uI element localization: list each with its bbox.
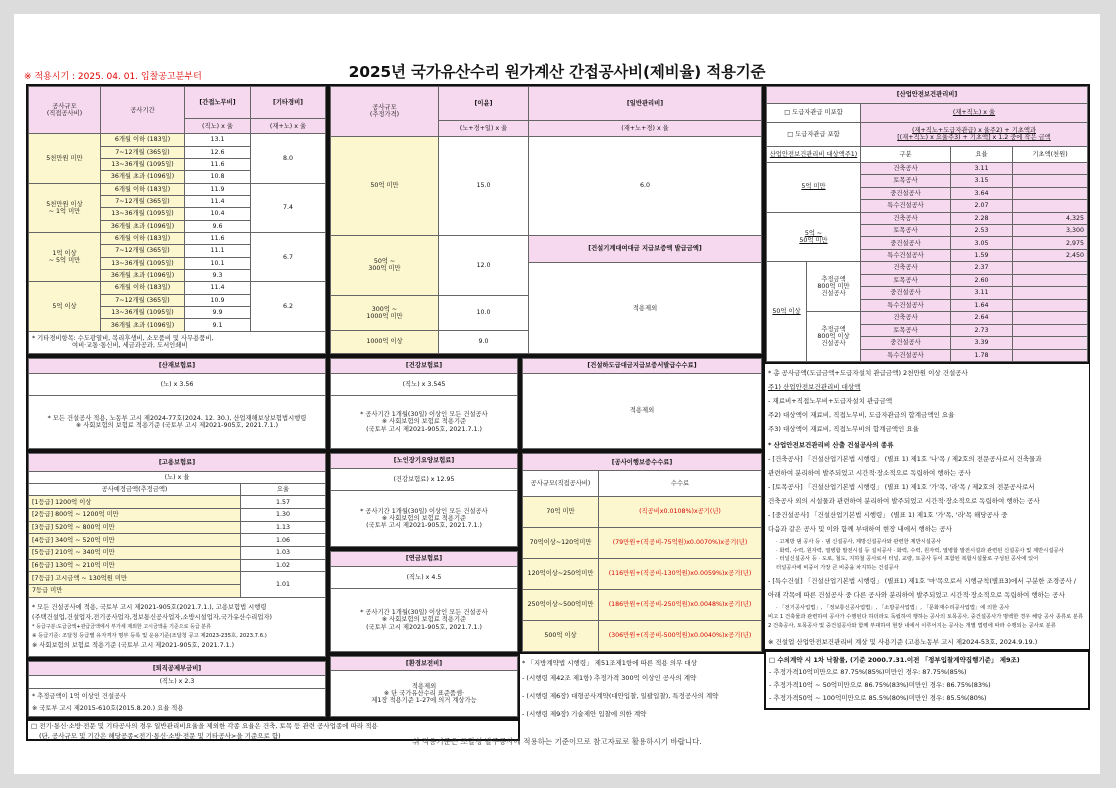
industrial-note-line: * 모든 건설공사 적용, 노동부 고시 제2024-77호(2024. 12. 30.), 산업재해보상보험법시행령 bbox=[47, 414, 307, 422]
employment-grade-cell: [3등급] 520억 ~ 800억 미만 bbox=[29, 521, 241, 534]
labor-other-rate-cell: 8.0 bbox=[251, 134, 326, 183]
labor-period-cell: 36개월 초과 (1096일) bbox=[101, 270, 185, 282]
employment-grade-cell: [5등급] 210억 ~ 340억 미만 bbox=[29, 547, 241, 560]
labor-header-other: [기타경비] bbox=[251, 87, 326, 119]
labor-period-cell: 6개월 이하 (183일) bbox=[101, 233, 185, 245]
safety-type-cell: 토목공사 bbox=[861, 175, 951, 187]
health-insurance-title: [건강보험료] bbox=[331, 359, 518, 374]
labor-period-cell: 6개월 이하 (183일) bbox=[101, 134, 185, 146]
safety-include-formula bbox=[861, 122, 1088, 146]
safety-rate-cell: 3.39 bbox=[951, 337, 1013, 349]
profit-scale-cell: 50억 ~ 300억 미만 bbox=[331, 235, 439, 295]
labor-formula-other: (재+노) x 율 bbox=[251, 118, 326, 133]
performance-notes bbox=[522, 658, 764, 723]
labor-note bbox=[29, 331, 326, 353]
machine-guarantee-value: 적용제외 bbox=[529, 263, 762, 354]
safety-type-cell: 건축공사 bbox=[861, 262, 951, 274]
safety-type-header: 구분 bbox=[861, 147, 951, 163]
environment-notes bbox=[331, 671, 518, 717]
employment-note-line: * 등급구분:도급금액+관급금액에서 부가세 제외한 고시금액을 기준으로 등급 분류 bbox=[32, 623, 211, 630]
labor-indirect-rate-cell: 9.3 bbox=[185, 270, 251, 282]
employment-insurance-box bbox=[26, 451, 328, 659]
safety-exclude-label: □ 도급자관급 미포함 bbox=[767, 103, 861, 122]
labor-period-cell: 6개월 이하 (183일) bbox=[101, 282, 185, 294]
profit-value-cell: 12.0 bbox=[439, 235, 529, 295]
employment-note-line: ※ 사회보험의 보험료 적용기준 (국토부 고시 제2021-905호, 2021.7.1.) bbox=[32, 641, 235, 649]
profit-scale-cell: 300억 ~ 1000억 미만 bbox=[331, 295, 439, 330]
labor-header-period: 공사기간 bbox=[101, 87, 185, 134]
safety-remark-line: · 「전기공사업법」, 「정보통신공사업법」, 「소방공사업법」, 「문화재수리공사업법」에 의한 공사 bbox=[776, 605, 1010, 611]
employment-header-rate: 요율 bbox=[241, 484, 326, 496]
performance-scale-cell: 120억이상~250억미만 bbox=[523, 558, 599, 589]
retirement-note-line: * 추정금액이 1억 이상인 건설공사 bbox=[32, 692, 127, 700]
employment-rate-cell: 1.01 bbox=[241, 572, 326, 597]
performance-fee-cell: (306만원+(직공비-500억원)x0.0040%)x공기(년) bbox=[599, 620, 762, 651]
safety-notes-frame bbox=[764, 364, 1090, 650]
footer-note: 위 적용기준은 조달청 발주공사에 적용하는 기준이므로 참고자료로 활용하시기 바랍니다. bbox=[412, 737, 702, 746]
industrial-insurance-notes bbox=[29, 396, 326, 449]
labor-indirect-rate-cell: 11.9 bbox=[185, 183, 251, 195]
employment-header-grade: 공사예정금액(추정금액) bbox=[29, 484, 241, 496]
profit-value-cell: 9.0 bbox=[439, 330, 529, 353]
labor-period-cell: 13~36개월 (1095일) bbox=[101, 307, 185, 319]
profit-header-scale: 공사규모 (추정가격) bbox=[331, 87, 439, 137]
labor-indirect-rate-cell: 12.6 bbox=[185, 146, 251, 158]
safety-include-label: □ 도급자관급 포함 bbox=[767, 122, 861, 146]
general-admin-value: 6.0 bbox=[529, 136, 762, 235]
employment-note-line: ※ 등급기준: 조달청 등급별 유자격자 명부 등록 및 운용기준(조달청 공고 제2023-235호, 2023.7.6.) bbox=[32, 632, 267, 639]
labor-period-cell: 7~12개월 (365일) bbox=[101, 294, 185, 306]
safety-base-cell bbox=[1013, 299, 1088, 311]
safety-note-line: 주3) 대상액이 재료비, 직접노무비의 합계금액인 요율 bbox=[768, 425, 919, 433]
longterm-care-formula: (건강보험료) x 12.95 bbox=[331, 469, 518, 491]
safety-kinds-title: * 산업안전보건관리비 산출 건설공사의 종류 bbox=[768, 441, 894, 449]
profit-value-cell: 10.0 bbox=[439, 295, 529, 330]
employment-grade-cell: [6등급] 130억 ~ 210억 미만 bbox=[29, 559, 241, 572]
labor-indirect-rate-cell: 13.1 bbox=[185, 134, 251, 146]
page-title: 2025년 국가유산수리 원가계산 간접공사비(제비율) 적용기준 bbox=[348, 63, 766, 81]
pension-notes bbox=[331, 589, 518, 652]
retirement-deduction-box bbox=[26, 659, 328, 719]
performance-note-line: - (시행령 제9장) 기술제안 입찰에 의한 계약 bbox=[522, 710, 647, 718]
safety-type-cell: 중건설공사 bbox=[861, 237, 951, 249]
retirement-deduction-title: [퇴직공제부금비] bbox=[29, 662, 326, 676]
safety-base-cell bbox=[1013, 337, 1088, 349]
pension-formula: (직노) x 4.5 bbox=[331, 567, 518, 589]
labor-indirect-rate-cell: 10.1 bbox=[185, 257, 251, 269]
labor-indirect-rate-cell: 9.6 bbox=[185, 220, 251, 232]
machine-guarantee-header: [건설기계대여대금 지급보증액 발급금액] bbox=[529, 235, 762, 263]
pension-note-line: (국토부 고시 제2021-905호, 2021.7.1.) bbox=[366, 623, 482, 631]
industrial-note-line: ※ 사회보험의 보험료 적용기준 (국토부 고시 제2021-905호, 2021.7.1.) bbox=[75, 422, 279, 429]
subcontract-guarantee-value: 적용제외 bbox=[523, 374, 762, 449]
labor-indirect-rate-cell: 11.1 bbox=[185, 245, 251, 257]
employment-note-line: (주택건설업,건설업자,전기공사업자,정보통신공사업자,소방시설업자,국가유산수리업자) bbox=[32, 613, 272, 621]
safety-rate-cell: 2.53 bbox=[951, 224, 1013, 236]
industrial-insurance-formula: (노) x 3.56 bbox=[29, 374, 326, 396]
performance-fee-cell: (116만원+(직공비-130억원)x0.0059%)x공기(년) bbox=[599, 558, 762, 589]
labor-header-scale: 공사규모 (직접공사비) bbox=[29, 87, 101, 134]
safety-type-cell: 특수건설공사 bbox=[861, 349, 951, 362]
safety-kind-detail-line: · 터널신설공사 등 · 도로, 철도, 지하철 공사로서 터널, 교량, 토공사 등이 포함된 복합시설물로 구성된 공사에 있어 bbox=[776, 556, 1039, 562]
labor-indirect-rate-cell: 11.4 bbox=[185, 196, 251, 208]
safety-type-cell: 토목공사 bbox=[861, 274, 951, 286]
labor-note-line: 여비·교통·통신비, 세금과공과, 도서인쇄비 bbox=[72, 342, 188, 350]
profit-header: [이윤] bbox=[439, 87, 529, 121]
health-insurance-box bbox=[328, 356, 520, 451]
safety-base-cell bbox=[1013, 349, 1088, 362]
safety-base-cell: 2,975 bbox=[1013, 237, 1088, 249]
labor-indirect-rate-cell: 11.6 bbox=[185, 159, 251, 171]
employment-rate-cell: 1.03 bbox=[241, 547, 326, 560]
safety-type-cell: 건축공사 bbox=[861, 312, 951, 324]
labor-indirect-rate-cell: 11.6 bbox=[185, 233, 251, 245]
safety-type-cell: 건축공사 bbox=[861, 162, 951, 174]
labor-expense-table bbox=[26, 84, 328, 356]
safety-rate-cell: 2.64 bbox=[951, 312, 1013, 324]
safety-kind-detail-line: · 고제방 댐 공사 등 · 댐 신설공사, 제방신설공사와 관련한 제반시설공사 bbox=[776, 539, 942, 545]
labor-indirect-rate-cell: 10.9 bbox=[185, 294, 251, 306]
safety-note-line: 주1) 산업안전보건관리비 대상액 bbox=[768, 383, 861, 391]
safety-note-line: - 재료비+직접노무비+도급자설치 관급금액 bbox=[768, 397, 893, 405]
safety-rate-cell: 2.07 bbox=[951, 200, 1013, 212]
performance-guarantee-box bbox=[520, 451, 764, 654]
subcontract-guarantee-title: [건설하도급대금지급보증서발급수수료] bbox=[523, 359, 762, 374]
health-insurance-notes bbox=[331, 396, 518, 449]
longterm-care-title: [노인장기요양보험료] bbox=[331, 454, 518, 469]
safety-base-cell bbox=[1013, 175, 1088, 187]
safety-base-cell: 4,325 bbox=[1013, 212, 1088, 224]
safety-subject-header: 산업안전보건관리비 대상액주1) bbox=[767, 147, 861, 163]
profit-general-table bbox=[328, 84, 764, 356]
employment-grade-cell: [2등급] 800억 ~ 1200억 미만 bbox=[29, 508, 241, 521]
safety-base-cell bbox=[1013, 287, 1088, 299]
safety-type-cell: 특수건설공사 bbox=[861, 299, 951, 311]
safety-rate-cell: 3.05 bbox=[951, 237, 1013, 249]
longterm-note-line: (국토부 고시 제2021-905호, 2021.7.1.) bbox=[366, 522, 482, 530]
safety-note-line: * 총 공사금액(도급금액+도급자설치 관급금액) 2천만원 이상 건설공사 bbox=[768, 369, 968, 377]
industrial-insurance-title: [산재보험료] bbox=[29, 359, 326, 374]
safety-kind-line: 다음과 같은 공사 및 이와 함께 부대하여 현장 내에서 행하는 공사 bbox=[768, 525, 952, 533]
labor-note-line: * 기타경비항목: 수도광열비, 복리후생비, 소모품비 및 사무용품비, bbox=[32, 335, 214, 343]
labor-period-cell: 13~36개월 (1095일) bbox=[101, 257, 185, 269]
bottom-note-line: (단, 공사규모 및 기간은 해당공종<전기·통신·소방·전문 및 기타공사>을 기준으로 함) bbox=[39, 731, 281, 740]
performance-scale-cell: 500억 이상 bbox=[523, 620, 599, 651]
safety-rate-cell: 1.59 bbox=[951, 249, 1013, 261]
safety-group-over-50b: 50억 이상 bbox=[767, 262, 807, 362]
safety-subgroup-under-80b: 추정금액 800억 미만 건설공사 bbox=[807, 262, 861, 312]
safety-kind-line: - [특수건설] 「건설산업기본법 시행령」 (별표1) 제1호 '마'목으로서 시행규칙(별표3)에서 구분한 조경공사 / bbox=[768, 577, 1076, 585]
labor-indirect-rate-cell: 9.1 bbox=[185, 319, 251, 332]
safety-type-cell: 중건설공사 bbox=[861, 337, 951, 349]
health-note-line: (국토부 고시 제2021-905호, 2021.7.1.) bbox=[366, 425, 482, 433]
safety-base-cell bbox=[1013, 274, 1088, 286]
safety-kind-detail-line: 터널공사에 비중이 가장 큰 비중을 차지하는 건설공사 bbox=[776, 564, 899, 571]
labor-other-rate-cell: 6.7 bbox=[251, 233, 326, 282]
performance-fee-cell: (직공비x0.0108%)x공기(년) bbox=[599, 496, 762, 527]
safety-type-cell: 특수건설공사 bbox=[861, 200, 951, 212]
labor-other-rate-cell: 6.2 bbox=[251, 282, 326, 332]
safety-tail-line: ※ 건설업 산업안전보건관리비 계상 및 사용기준 (고용노동부 고시 제2024-53호, 2024.9.19.) bbox=[768, 638, 1038, 646]
employment-grade-cell: [1등급] 1200억 이상 bbox=[29, 496, 241, 509]
employment-rate-cell: 1.30 bbox=[241, 508, 326, 521]
environment-title: [환경보전비] bbox=[331, 657, 518, 671]
safety-base-cell bbox=[1013, 162, 1088, 174]
industrial-insurance-box bbox=[26, 356, 328, 451]
employment-grade-cell: 7등급 미만 bbox=[29, 585, 241, 598]
labor-header-indirect: [간접노무비] bbox=[185, 87, 251, 119]
environment-box bbox=[328, 654, 520, 719]
safety-rate-header: 요율 bbox=[951, 147, 1013, 163]
employment-rate-cell: 1.13 bbox=[241, 521, 326, 534]
performance-note-line: - (시행령 제6장) 대형공사계약(대안입찰, 일괄입찰), 특정공사의 계약 bbox=[522, 692, 719, 700]
labor-period-cell: 13~36개월 (1095일) bbox=[101, 159, 185, 171]
performance-scale-cell: 70억 미만 bbox=[523, 496, 599, 527]
environment-line: ※ 단 국가유산수리 표준품셈· bbox=[383, 689, 465, 697]
labor-indirect-rate-cell: 10.4 bbox=[185, 208, 251, 220]
performance-fee-cell: (79만원+(직공비-75억원)x0.0070%)x공기(년) bbox=[599, 527, 762, 558]
employment-grade-cell: [4등급] 340억 ~ 520억 미만 bbox=[29, 534, 241, 547]
safety-kind-line: - [중건설공사] 「건설산업기본법 시행령」 (별표 1) 제1호 '가'목, '라'목 해당공사 중 bbox=[768, 511, 1008, 519]
safety-kind-line: 관련하여 분리하여 발주되었고 시간적·장소적으로 독립하여 행하는 공사 bbox=[768, 469, 971, 477]
profit-scale-cell: 1000억 이상 bbox=[331, 330, 439, 353]
labor-period-cell: 7~12개월 (365일) bbox=[101, 245, 185, 257]
employment-rate-cell: 1.02 bbox=[241, 559, 326, 572]
applied-date-note: ※ 적용시기 : 2025. 04. 01. 입찰공고분부터 bbox=[24, 72, 202, 82]
environment-line: 적용제외 bbox=[411, 682, 437, 690]
safety-rate-cell: 3.11 bbox=[951, 162, 1013, 174]
safety-type-cell: 특수건설공사 bbox=[861, 249, 951, 261]
labor-period-cell: 13~36개월 (1095일) bbox=[101, 208, 185, 220]
labor-scale-cell: 1억 이상 ~ 5억 미만 bbox=[29, 233, 101, 282]
performance-scale-cell: 70억이상~120억미만 bbox=[523, 527, 599, 558]
safety-rate-cell: 1.78 bbox=[951, 349, 1013, 362]
labor-period-cell: 36개월 초과 (1096일) bbox=[101, 220, 185, 232]
safety-kind-line: 건축공사 외의 시설물과 관련하여 분리하여 발주되었고 시간적·장소적으로 독립하여 행하는 공사 bbox=[768, 497, 1040, 505]
health-note-line: * 공사기간 1개월(30일) 이상인 모든 건설공사 bbox=[360, 411, 488, 419]
longterm-note-line: ※ 사회보험의 보험료 적용기준 bbox=[381, 514, 467, 522]
bottom-note-line: □ 전기·통신·소방·전문 및 기타공사의 경우 일반관리비요율을 제외한 각종 요율은 건축, 토목 등 관련 공사업종에 따라 적용 bbox=[31, 722, 378, 730]
employment-insurance-formula: (노) x 율 bbox=[29, 472, 326, 484]
performance-note-line: - (시행령 제42조 제1항) 추정가격 300억 이상인 공사의 계약 bbox=[522, 674, 697, 682]
safety-rate-cell: 3.11 bbox=[951, 287, 1013, 299]
labor-indirect-rate-cell: 11.4 bbox=[185, 282, 251, 294]
document-sheet bbox=[14, 14, 1100, 774]
safety-base-cell bbox=[1013, 187, 1088, 199]
private-contract-box bbox=[764, 650, 1090, 710]
pension-box bbox=[328, 549, 520, 654]
labor-scale-cell: 5천만원 이상 ~ 1억 미만 bbox=[29, 183, 101, 232]
labor-period-cell: 36개월 초과 (1096일) bbox=[101, 319, 185, 332]
safety-remark-line: 2 건축공사, 토목공사 및 중건설공사와 함께 부대하여 현장 내에서 이루어지는 공사는 개별 법령에 따라 수행되는 공사로 분류 bbox=[768, 623, 1056, 629]
retirement-deduction-formula: (직노) x 2.3 bbox=[29, 676, 326, 689]
pension-title: [연금보험료] bbox=[331, 552, 518, 567]
employment-rate-cell: 1.06 bbox=[241, 534, 326, 547]
performance-fee-cell: (186만원+(직공비-250억원)x0.0048%)x공기(년) bbox=[599, 589, 762, 620]
profit-formula: (노+경+일) x 율 bbox=[439, 120, 529, 136]
safety-base-cell bbox=[1013, 312, 1088, 324]
safety-type-cell: 토목공사 bbox=[861, 224, 951, 236]
private-contract-line: - 추정가격10억 ~ 50억미만으로 86.75%(83%)미만인 경우: 86.75%(83%) bbox=[769, 681, 991, 689]
performance-header-scale: 공사규모(직접공사비) bbox=[523, 471, 599, 496]
labor-indirect-rate-cell: 10.8 bbox=[185, 171, 251, 183]
health-note-line: ※ 사회보험의 보험료 적용기준 bbox=[381, 418, 467, 426]
safety-kind-line: - [건축공사] 「건설산업기본법 시행령」 (별표 1) 제1호 '나'목 / 제2호의 전문공사로서 건축물과 bbox=[768, 455, 1042, 463]
safety-base-header: 기초액(천원) bbox=[1013, 147, 1088, 163]
labor-period-cell: 7~12개월 (365일) bbox=[101, 146, 185, 158]
pension-note-line: * 공사기간 1개월(30일) 이상인 모든 건설공사 bbox=[360, 609, 488, 617]
safety-note-line: 주2) 대상액이 재료비, 직접노무비, 도급자관급의 합계금액인 요율 bbox=[768, 411, 955, 419]
safety-rate-cell: 2.60 bbox=[951, 274, 1013, 286]
labor-indirect-rate-cell: 9.9 bbox=[185, 307, 251, 319]
safety-title: [산업안전보건관리비] bbox=[767, 87, 1088, 104]
employment-rate-cell: 1.57 bbox=[241, 496, 326, 509]
safety-rate-cell: 1.64 bbox=[951, 299, 1013, 311]
employment-insurance-title: [고용보험료] bbox=[29, 454, 326, 472]
safety-kind-line: 아래 각목에 따른 건설공사 중 다른 공사와 분리하여 발주되었고 시간적·장소적으로 독립하여 행하는 공사 bbox=[768, 591, 1065, 599]
private-contract-text bbox=[769, 654, 1087, 705]
employment-note-line: * 모든 건설공사에 적용, 국토부 고시 제2021-905호(2021.7.1.), 고용보험법 시행령 bbox=[32, 603, 267, 611]
safety-rate-cell: 3.64 bbox=[951, 187, 1013, 199]
safety-type-cell: 중건설공사 bbox=[861, 287, 951, 299]
profit-value-cell: 15.0 bbox=[439, 136, 529, 235]
safety-type-cell: 건축공사 bbox=[861, 212, 951, 224]
general-admin-header: [일반관리비] bbox=[529, 87, 762, 121]
safety-base-cell bbox=[1013, 324, 1088, 336]
safety-base-cell: 2,450 bbox=[1013, 249, 1088, 261]
labor-scale-cell: 5천만원 미만 bbox=[29, 134, 101, 183]
profit-scale-cell: 50억 미만 bbox=[331, 136, 439, 235]
safety-base-cell bbox=[1013, 262, 1088, 274]
longterm-care-box bbox=[328, 451, 520, 549]
employment-notes bbox=[29, 597, 326, 656]
safety-rate-cell: 2.73 bbox=[951, 324, 1013, 336]
safety-remark-line: 비고 1 건축물과 관련하여 공사가 수행된다 하더라도 독립하여 행하는 공사의 토목공사, 중건설공사가 명백한 경우 해당 공사 종류로 분류 bbox=[768, 614, 1084, 620]
safety-subgroup-over-80b: 추정금액 800억 이상 건설공사 bbox=[807, 312, 861, 362]
pension-note-line: ※ 사회보험의 보험료 적용기준 bbox=[381, 616, 467, 624]
retirement-deduction-notes bbox=[29, 689, 326, 717]
safety-exclude-formula: (재+직노) x 율 bbox=[861, 103, 1088, 122]
safety-base-cell bbox=[1013, 200, 1088, 212]
private-contract-title: □ 수의계약 시 1차 낙찰률, (기준 2000.7.31.이전 「정부입찰계약집행기준」 제9조) bbox=[769, 656, 1020, 664]
labor-period-cell: 7~12개월 (365일) bbox=[101, 196, 185, 208]
labor-period-cell: 36개월 초과 (1096일) bbox=[101, 171, 185, 183]
safety-group-5b-50b: 5억 ~ 50억 미만 bbox=[767, 212, 861, 262]
labor-other-rate-cell: 7.4 bbox=[251, 183, 326, 232]
longterm-note-line: * 공사기간 1개월(30일) 이상인 모든 건설공사 bbox=[360, 507, 488, 515]
employment-grade-cell: [7등급] 고시금액 ~ 130억원 미만 bbox=[29, 572, 241, 585]
safety-type-cell: 토목공사 bbox=[861, 324, 951, 336]
performance-guarantee-title: [공사이행보증수수료] bbox=[523, 454, 762, 471]
labor-scale-cell: 5억 이상 bbox=[29, 282, 101, 332]
health-insurance-formula: (직노) x 3.545 bbox=[331, 374, 518, 396]
performance-scale-cell: 250억이상~500억미만 bbox=[523, 589, 599, 620]
performance-header-fee: 수수료 bbox=[599, 471, 762, 496]
safety-kind-detail-line: · 화력, 수력, 원자력, 열병합 발전시설 등 설치공사 · 화력, 수력, 원자력, 열병합 발전시설과 관련된 신설공사 및 제반시설공사 bbox=[776, 547, 1064, 554]
environment-line: 제1장 적용기준 1-27에 의거 계상가능 bbox=[371, 697, 477, 705]
safety-kind-line: - [토목공사] 「건설산업기본법 시행령」 (별표 1) 제1호 '가'목, '라'목 / 제2호의 전문공사로서 bbox=[768, 483, 1035, 491]
labor-period-cell: 6개월 이하 (183일) bbox=[101, 183, 185, 195]
safety-type-cell: 중건설공사 bbox=[861, 187, 951, 199]
longterm-care-notes bbox=[331, 491, 518, 547]
safety-rate-cell: 2.37 bbox=[951, 262, 1013, 274]
safety-formula-line: [(재+직노) x 요율주3) + 기초액] x 1.2 중에 작은 금액 bbox=[897, 134, 1051, 142]
private-contract-line: - 추정가격50억 ~ 100억미만으로 85.5%(80%)미만인 경우: 85.5%(80%) bbox=[769, 694, 987, 702]
safety-base-cell: 3,300 bbox=[1013, 224, 1088, 236]
general-admin-formula: (재+노+경) x 율 bbox=[529, 120, 762, 136]
retirement-note-line: ※ 국토부 고시 제2015-610호(2015.8.20.) 요율 적용 bbox=[32, 704, 184, 712]
safety-cost-table bbox=[764, 84, 1090, 364]
safety-group-under-5b: 5억 미만 bbox=[767, 162, 861, 212]
safety-rate-cell: 3.15 bbox=[951, 175, 1013, 187]
private-contract-line: - 추정가격10억미만으로 87.75%(85%)미만인 경우: 87.75%(85%) bbox=[769, 668, 967, 676]
safety-rate-cell: 2.28 bbox=[951, 212, 1013, 224]
performance-note-line: * 「지방계약법 시행령」 제51조제1항에 따른 적용 의무 대상 bbox=[522, 659, 697, 667]
labor-formula-indirect: (직노) x 율 bbox=[185, 118, 251, 133]
safety-formula-line: (재+직노+도급자관급) x 율주2) + 기초액과 bbox=[911, 127, 1037, 135]
subcontract-guarantee-box bbox=[520, 356, 764, 451]
